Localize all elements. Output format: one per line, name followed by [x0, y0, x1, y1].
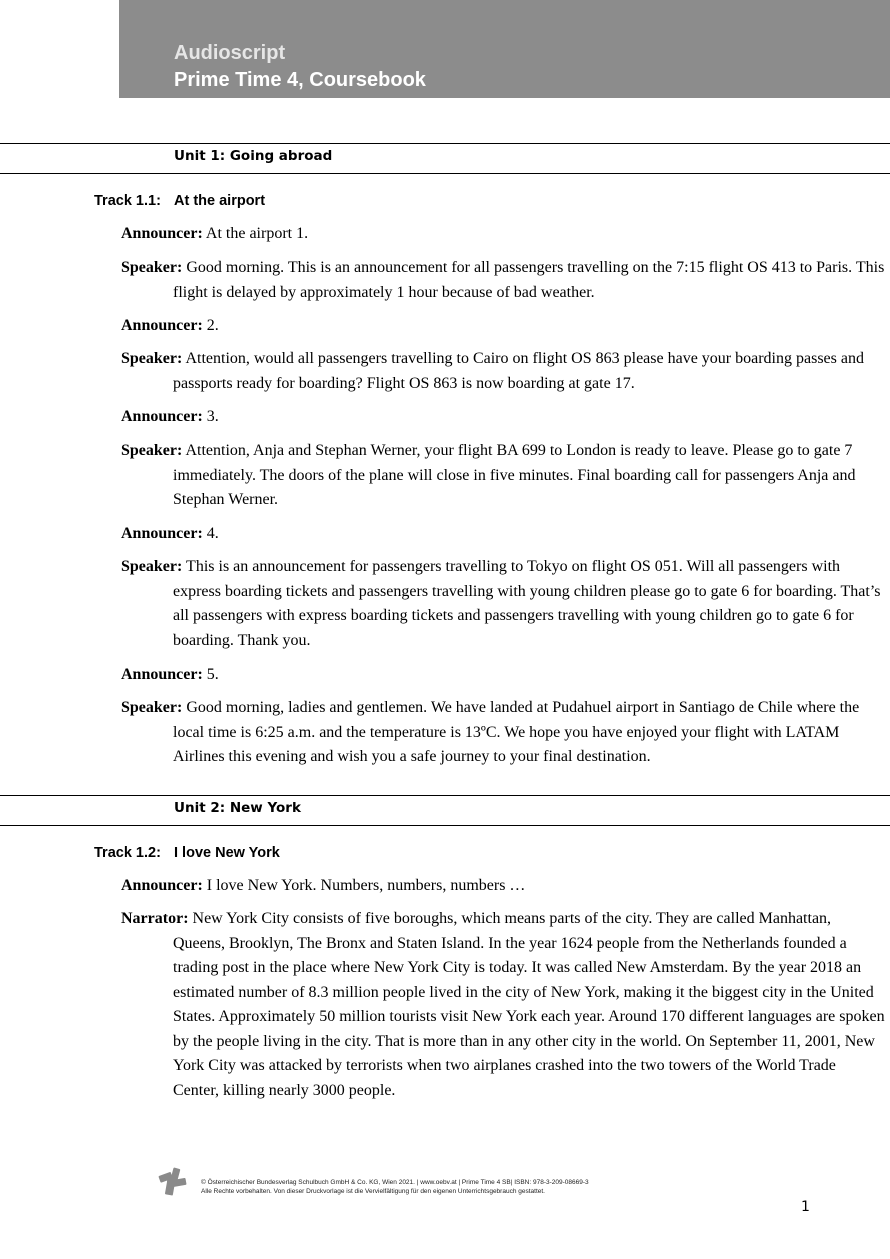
footer-line: © Österreichischer Bundesverlag Schulbuch GmbH & Co. KG, Wien 2021. | www.oebv.at | Prime Time 4 SB| ISBN: 978-3-209-08669-3: [201, 1179, 589, 1186]
line-text: I love New York. Numbers, numbers, numbers …: [206, 877, 526, 894]
speaker-label: Speaker:: [121, 558, 183, 575]
line-text: Good morning. This is an announcement for all passengers travelling on the 7:15 flight OS 413 to Paris. This flight is delayed by approximately 1 hour because of bad weather.: [173, 259, 885, 301]
script-line: [121, 222, 885, 247]
script-line: [121, 555, 885, 653]
speaker-label: Speaker:: [121, 259, 183, 276]
script-line: [121, 405, 885, 430]
line-text: At the airport 1.: [205, 225, 309, 242]
header-title: Audioscript: [174, 42, 286, 64]
line-text: 2.: [206, 317, 219, 334]
track-heading: [94, 192, 266, 210]
script-line: [121, 522, 885, 547]
script-line: [121, 256, 885, 305]
script-line: [121, 874, 885, 899]
page-header: [119, 0, 890, 98]
speaker-label: Speaker:: [121, 699, 183, 716]
script-line: [121, 347, 885, 396]
line-text: 4.: [206, 525, 219, 542]
track-title: At the airport: [174, 193, 266, 209]
line-text: Attention, Anja and Stephan Werner, your flight BA 699 to London is ready to leave. Please go to gate 7 immediately. The doors of the plane will close in five minutes. Final boarding call for passengers Anja and Stephan Werner.: [173, 442, 856, 508]
speaker-label: Announcer:: [121, 408, 203, 425]
speaker-label: Speaker:: [121, 350, 183, 367]
section-divider: [0, 143, 890, 144]
speaker-label: Announcer:: [121, 877, 203, 894]
speaker-label: Announcer:: [121, 225, 203, 242]
track-number: Track 1.1:: [94, 193, 161, 209]
script-line: [121, 314, 885, 339]
footer-copyright: [201, 1179, 589, 1196]
header-subtitle: Prime Time 4, Coursebook: [174, 69, 426, 91]
speaker-label: Narrator:: [121, 910, 189, 927]
script-line: [121, 439, 885, 513]
section-divider: [0, 795, 890, 796]
section-divider: [0, 825, 890, 826]
speaker-label: Speaker:: [121, 442, 183, 459]
track-heading: [94, 844, 280, 862]
line-text: This is an announcement for passengers travelling to Tokyo on flight OS 051. Will all passengers with express boarding tickets and passengers travelling with young children please go to gate 6 for boarding. That’s all passengers with express boarding tickets and passengers travelling with young children go to gate 6 for boarding. Thank you.: [173, 558, 881, 649]
line-text: New York City consists of five boroughs, which means parts of the city. They are called Manhattan, Queens, Brooklyn, The Bronx and Staten Island. In the year 1624 people from the Netherlands founded a trading post in the place where New York City is today. It was called New Amsterdam. By the year 2018 an estimated number of 8.3 million people lived in the city of New York, making it the biggest city in the United States. Approximately 50 million tourists visit New York each year. Around 170 different languages are spoken by the people living in the city. That is more than in any other city in the world. On September 11, 2001, New York City was attacked by terrorists when two airplanes crashed into the two towers of the World Trade Center, killing nearly 3000 people.: [173, 910, 885, 1099]
speaker-label: Announcer:: [121, 317, 203, 334]
track-number: Track 1.2:: [94, 845, 161, 861]
line-text: Attention, would all passengers travelling to Cairo on flight OS 863 please have your boarding passes and passports ready for boarding? Flight OS 863 is now boarding at gate 17.: [173, 350, 864, 392]
unit-title: Unit 2: New York: [174, 800, 301, 816]
script-line: [121, 907, 885, 1103]
speaker-label: Announcer:: [121, 666, 203, 683]
oebv-logo-icon: [157, 1165, 189, 1197]
speaker-label: Announcer:: [121, 525, 203, 542]
line-text: 5.: [206, 666, 219, 683]
footer-line: Alle Rechte vorbehalten. Von dieser Druckvorlage ist die Vervielfältigung für den eigenen Unterrichtsgebrauch gestattet.: [201, 1187, 545, 1195]
line-text: Good morning, ladies and gentlemen. We have landed at Pudahuel airport in Santiago de Chile where the local time is 6:25 a.m. and the temperature is 13ºC. We hope you have enjoyed your flight with LATAM Airlines this evening and wish you a safe journey to your final destination.: [173, 699, 860, 765]
script-line: [121, 696, 885, 770]
track-title: I love New York: [174, 845, 280, 861]
section-divider: [0, 173, 890, 174]
unit-title: Unit 1: Going abroad: [174, 148, 333, 164]
script-line: [121, 663, 885, 688]
line-text: 3.: [206, 408, 219, 425]
page-number: 1: [801, 1199, 810, 1215]
